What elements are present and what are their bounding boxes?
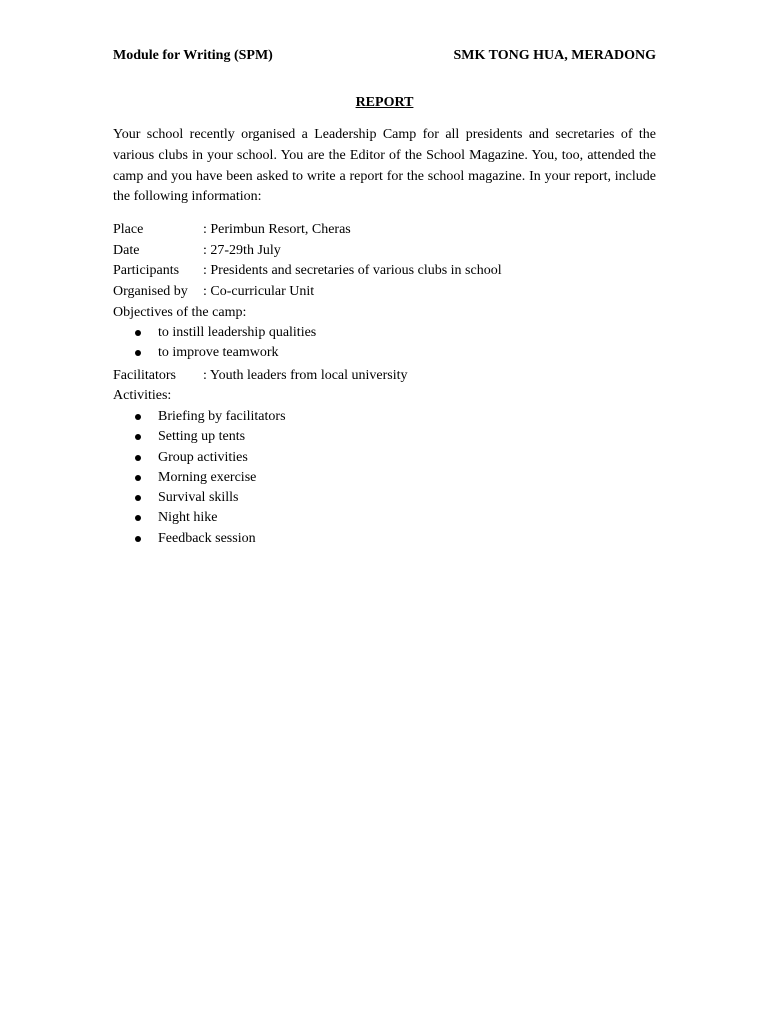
list-item-text: Feedback session	[158, 530, 256, 546]
bullet-icon	[135, 495, 141, 501]
header-module-title: Module for Writing (SPM)	[113, 48, 273, 63]
detail-label: Date	[113, 242, 140, 258]
detail-row-participants	[113, 261, 656, 282]
list-item-text: Briefing by facilitators	[158, 408, 286, 424]
list-item-text: Group activities	[158, 449, 248, 465]
detail-value: : 27-29th July	[203, 242, 281, 258]
objectives-heading: Objectives of the camp:	[113, 304, 247, 320]
document-page	[113, 46, 656, 549]
bullet-icon	[135, 350, 141, 356]
bullet-icon	[135, 536, 141, 542]
list-item	[113, 508, 656, 528]
list-item	[113, 488, 656, 508]
list-item-text: Setting up tents	[158, 429, 246, 445]
list-item-text: Morning exercise	[158, 469, 257, 485]
list-item	[113, 343, 656, 363]
detail-row-organiser	[113, 282, 656, 303]
detail-label: Organised by	[113, 283, 188, 299]
bullet-icon	[135, 414, 141, 420]
detail-value: : Youth leaders from local university	[203, 367, 408, 383]
list-item	[113, 448, 656, 468]
detail-row-place	[113, 220, 656, 241]
page-header	[113, 46, 656, 66]
detail-label: Facilitators	[113, 367, 176, 383]
detail-value: : Presidents and secretaries of various clubs in school	[203, 263, 502, 279]
report-title: REPORT	[355, 95, 414, 110]
activities-list	[113, 407, 656, 549]
bullet-icon	[135, 455, 141, 461]
detail-label: Place	[113, 222, 144, 238]
list-item	[113, 468, 656, 488]
detail-label: Participants	[113, 263, 180, 279]
report-details	[113, 220, 656, 549]
detail-row-date	[113, 241, 656, 262]
bullet-icon	[135, 434, 141, 440]
detail-value: : Perimbun Resort, Cheras	[203, 222, 351, 238]
bullet-icon	[135, 515, 141, 521]
task-instructions: Your school recently organised a Leadership Camp for all presidents and secretaries of the various clubs in your school. You are the Editor of the School Magazine. You, too, attended the camp and you have been asked to write a report for the school magazine. In your report, include the following information:	[113, 127, 656, 205]
bullet-icon	[135, 330, 141, 336]
list-item-text: to instill leadership qualities	[158, 325, 317, 341]
detail-value: : Co-curricular Unit	[203, 283, 315, 299]
header-school-name: SMK TONG HUA, MERADONG	[453, 48, 656, 63]
activities-heading: Activities:	[113, 388, 172, 404]
list-item-text: Night hike	[158, 510, 218, 526]
list-item-text: to improve teamwork	[158, 345, 279, 361]
bullet-icon	[135, 475, 141, 481]
list-item	[113, 407, 656, 427]
detail-row-facilitators	[113, 366, 656, 387]
list-item-text: Survival skills	[158, 490, 239, 506]
list-item	[113, 427, 656, 447]
list-item	[113, 529, 656, 549]
objectives-list	[113, 323, 656, 364]
list-item	[113, 323, 656, 343]
